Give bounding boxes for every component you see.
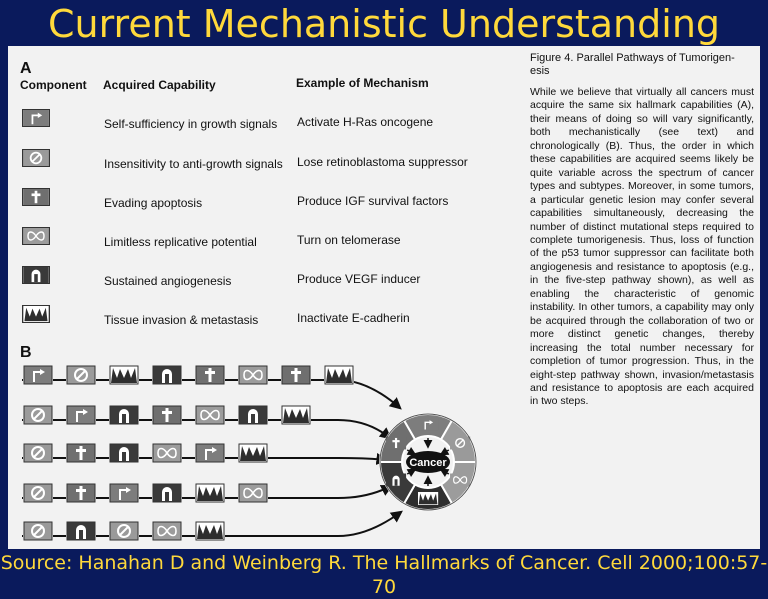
slide-title: Current Mechanistic Understanding bbox=[47, 2, 721, 46]
capability-label: Sustained angiogenesis bbox=[104, 274, 232, 288]
source-citation: Source: Hanahan D and Weinberg R. The Hallmarks of Cancer. Cell 2000;100:57-70 bbox=[0, 552, 768, 598]
angiogenesis-vessel-icon bbox=[152, 483, 182, 503]
infinity-icon bbox=[152, 443, 182, 463]
angiogenesis-vessel-icon bbox=[109, 443, 139, 463]
mechanism-header: Example of Mechanism bbox=[296, 76, 429, 90]
infinity-icon bbox=[238, 365, 268, 385]
capability-label: Insensitivity to anti-growth signals bbox=[104, 157, 283, 171]
anti-growth-no-entry-icon bbox=[23, 521, 53, 541]
invasion-spikes-icon bbox=[281, 405, 311, 425]
mechanism-label: Produce VEGF inducer bbox=[297, 272, 421, 286]
infinity-icon bbox=[450, 474, 470, 487]
figure-caption: Figure 4. Parallel Pathways of Tumorigen-esis bbox=[530, 52, 735, 77]
mechanism-label: Activate H-Ras oncogene bbox=[297, 115, 434, 129]
invasion-spikes-icon bbox=[238, 443, 268, 463]
capability-label: Limitless replicative potential bbox=[104, 235, 257, 249]
apoptosis-cross-icon bbox=[66, 483, 96, 503]
anti-growth-no-entry-icon bbox=[109, 521, 139, 541]
anti-growth-no-entry-icon bbox=[23, 483, 53, 503]
growth-signal-arrow-icon bbox=[418, 418, 438, 431]
mechanism-label: Inactivate E-cadherin bbox=[297, 311, 410, 325]
panel-a-label: A bbox=[20, 60, 32, 77]
apoptosis-cross-icon bbox=[152, 405, 182, 425]
pathways-diagram bbox=[8, 46, 528, 549]
angiogenesis-vessel-icon bbox=[66, 521, 96, 541]
invasion-spikes-icon bbox=[109, 365, 139, 385]
apoptosis-cross-icon bbox=[386, 437, 406, 450]
mechanism-label: Turn on telomerase bbox=[297, 233, 401, 247]
figure-image bbox=[8, 46, 760, 549]
invasion-spikes-icon bbox=[195, 521, 225, 541]
apoptosis-cross-icon bbox=[66, 443, 96, 463]
cancer-label: Cancer bbox=[409, 457, 447, 469]
capability-label: Evading apoptosis bbox=[104, 196, 203, 210]
capability-label: Tissue invasion & metastasis bbox=[104, 313, 259, 327]
growth-signal-arrow-icon bbox=[23, 365, 53, 385]
invasion-spikes-icon bbox=[418, 492, 438, 505]
angiogenesis-vessel-icon bbox=[386, 474, 406, 487]
apoptosis-cross-icon bbox=[281, 365, 311, 385]
angiogenesis-vessel-icon bbox=[109, 405, 139, 425]
panel-b-label: B bbox=[20, 344, 32, 361]
figure-body-text: While we believe that virtually all cancers must acquire the same six hallmark capabilities (A), their means of doing so will vary significantly, both mechanistically (see text) and chronologically (B). Thus, the order in which these capabilities are acquired seems likely be quite variable across the spectrum of cancer types and subtypes. Moreover, in some tumors, a particular genetic lesion may confer several capabilities simultaneously, decreasing the number of distinct mutational steps required to complete tumorigenesis. Thus, loss of function of the p53 tumor suppressor can facilitate both angiogenesis and resistance to apoptosis (e.g., in the five-step pathway shown), as well as enabling the characteristic of genomic instability. In other tumors, a capability may only be acquired through the collaboration of two or more distinct genetic changes, thereby increasing the total number necessary for completion of tumor progression. Thus, in the eight-step pathway shown, invasion/metastasis and resistance to apoptosis are each acquired in two steps. bbox=[530, 86, 754, 408]
invasion-spikes-icon bbox=[324, 365, 354, 385]
capability-label: Self-sufficiency in growth signals bbox=[104, 117, 278, 131]
apoptosis-cross-icon bbox=[195, 365, 225, 385]
anti-growth-no-entry-icon bbox=[450, 437, 470, 450]
growth-signal-arrow-icon bbox=[195, 443, 225, 463]
mechanism-label: Produce IGF survival factors bbox=[297, 194, 449, 208]
anti-growth-no-entry-icon bbox=[23, 443, 53, 463]
growth-signal-arrow-icon bbox=[109, 483, 139, 503]
infinity-icon bbox=[195, 405, 225, 425]
infinity-icon bbox=[238, 483, 268, 503]
angiogenesis-vessel-icon bbox=[238, 405, 268, 425]
angiogenesis-vessel-icon bbox=[152, 365, 182, 385]
infinity-icon bbox=[152, 521, 182, 541]
growth-signal-arrow-icon bbox=[66, 405, 96, 425]
component-header: Component bbox=[20, 78, 87, 92]
invasion-spikes-icon bbox=[195, 483, 225, 503]
capability-header: Acquired Capability bbox=[103, 78, 216, 92]
anti-growth-no-entry-icon bbox=[23, 405, 53, 425]
anti-growth-no-entry-icon bbox=[66, 365, 96, 385]
mechanism-label: Lose retinoblastoma suppressor bbox=[297, 155, 468, 169]
